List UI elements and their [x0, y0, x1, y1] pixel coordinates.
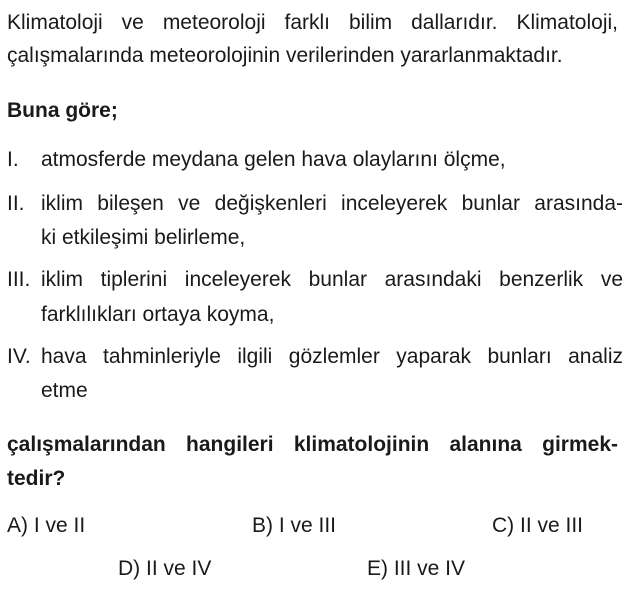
- item-text-3-line-2: farklılıkları ortaya koyma,: [41, 303, 275, 326]
- item-text-4-line-1: hava tahminleriyle ilgili gözlemler yaparak bunları analiz: [41, 345, 623, 368]
- item-text-1: atmosferde meydana gelen hava olaylarını ölçme,: [41, 148, 506, 171]
- question-line-2: tedir?: [7, 467, 66, 490]
- item-text-2-line-1: iklim bileşen ve değişkenleri inceleyerek bunlar arasında-: [41, 192, 623, 215]
- item-numeral-4: IV.: [7, 345, 31, 368]
- stem-line-1: Klimatoloji ve meteoroloji farklı bilim dallarıdır. Klimatoloji,: [7, 11, 618, 34]
- item-numeral-1: I.: [7, 148, 19, 171]
- item-numeral-2: II.: [7, 192, 25, 215]
- choice-b[interactable]: B) I ve III: [252, 514, 337, 537]
- stem-line-2: çalışmalarında meteorolojinin verilerinden yararlanmaktadır.: [7, 44, 563, 67]
- item-numeral-3: III.: [7, 268, 31, 291]
- question-line-1: çalışmalarından hangileri klimatolojinin alanına girmek-: [7, 433, 618, 456]
- item-text-4-line-2: etme: [41, 379, 88, 402]
- choice-d[interactable]: D) II ve IV: [118, 557, 212, 580]
- item-text-2-line-2: ki etkileşimi belirleme,: [41, 226, 246, 249]
- choice-c[interactable]: C) II ve III: [492, 514, 584, 537]
- prompt-text: Buna göre;: [7, 99, 118, 122]
- choice-a[interactable]: A) I ve II: [7, 514, 86, 537]
- item-text-3-line-1: iklim tiplerini inceleyerek bunlar arasındaki benzerlik ve: [41, 268, 623, 291]
- choice-e[interactable]: E) III ve IV: [367, 557, 466, 580]
